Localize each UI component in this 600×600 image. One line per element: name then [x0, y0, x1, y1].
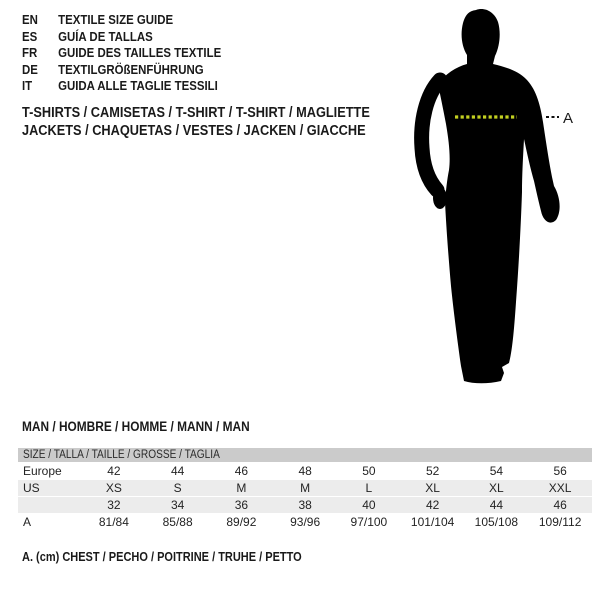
table-row-numeric [18, 497, 592, 513]
size-cell: 56 [553, 464, 567, 478]
language-label: GUÍA DE TALLAS [58, 28, 153, 44]
size-cell: 97/100 [350, 515, 388, 529]
language-row [22, 29, 248, 46]
size-cell: XL [425, 481, 440, 495]
language-code: DE [22, 61, 38, 77]
size-cell: XL [489, 481, 504, 495]
table-row-europe [18, 463, 592, 479]
size-cell: 54 [489, 464, 504, 478]
language-code: EN [22, 12, 38, 27]
size-cell: 101/104 [410, 515, 455, 529]
language-label: GUIDE DES TAILLES TEXTILE [58, 45, 222, 60]
size-cell: 44 [170, 464, 185, 478]
size-cell: 40 [362, 498, 376, 512]
language-list [22, 12, 248, 95]
language-code: ES [22, 28, 38, 44]
size-cell: 89/92 [226, 515, 257, 529]
man-silhouette [410, 0, 585, 390]
language-label: GUIDA ALLE TAGLIE TESSILI [58, 78, 218, 93]
size-cell: S [173, 481, 182, 495]
size-cell: 32 [107, 498, 121, 512]
language-row [22, 62, 248, 79]
measure-footnote: A. (cm) CHEST / PECHO / POITRINE / TRUHE / PETTO [22, 550, 302, 564]
category-line-tshirts: T-SHIRTS / CAMISETAS / T-SHIRT / T-SHIRT / MAGLIETTE [22, 105, 370, 121]
language-row [22, 12, 248, 29]
category-list [22, 104, 417, 140]
language-row [22, 78, 248, 95]
category-line-jackets: JACKETS / CHAQUETAS / VESTES / JACKEN / GIACCHE [22, 123, 366, 139]
size-cell: 44 [489, 498, 504, 512]
size-cell: 38 [298, 498, 312, 512]
section-title-man: MAN / HOMBRE / HOMME / MANN / MAN [22, 419, 250, 434]
size-cell: 109/112 [538, 515, 582, 529]
row-label: A [23, 515, 32, 529]
size-cell: 46 [234, 464, 249, 478]
language-label: TEXTILGRÖßENFÜHRUNG [58, 61, 204, 77]
size-cell: 34 [170, 498, 185, 512]
size-cell: 46 [553, 498, 567, 512]
silhouette-left-hand [433, 187, 447, 209]
size-cell: 42 [425, 498, 440, 512]
size-cell: M [300, 481, 311, 495]
size-table [18, 448, 592, 531]
measure-label-a: A [563, 110, 574, 127]
size-cell: L [365, 481, 373, 495]
language-code: IT [22, 78, 33, 93]
silhouette-body [438, 9, 560, 383]
size-cell: XXL [548, 481, 572, 495]
language-code: FR [22, 45, 38, 60]
language-row [22, 45, 248, 62]
size-cell: 85/88 [162, 515, 193, 529]
size-cell: 93/96 [290, 515, 321, 529]
row-label: Europe [23, 464, 62, 478]
row-label: US [23, 481, 40, 495]
size-cell: 36 [234, 498, 249, 512]
silhouette-left-arm [422, 80, 440, 190]
man-silhouette-figure [410, 0, 585, 390]
table-row-us [18, 480, 592, 496]
size-cell: 105/108 [474, 515, 519, 529]
size-cell: 52 [425, 464, 440, 478]
table-row-chest-cm [18, 514, 592, 530]
size-cell: XS [105, 481, 122, 495]
size-table-header: SIZE / TALLA / TAILLE / GRÖSSE / TAGLIA [18, 448, 592, 462]
size-cell: 48 [298, 464, 312, 478]
size-cell: 42 [107, 464, 121, 478]
size-cell: M [236, 481, 247, 495]
row-label [18, 497, 82, 513]
size-cell: 50 [362, 464, 376, 478]
language-label: TEXTILE SIZE GUIDE [58, 12, 174, 27]
size-cell: 81/84 [98, 515, 129, 529]
